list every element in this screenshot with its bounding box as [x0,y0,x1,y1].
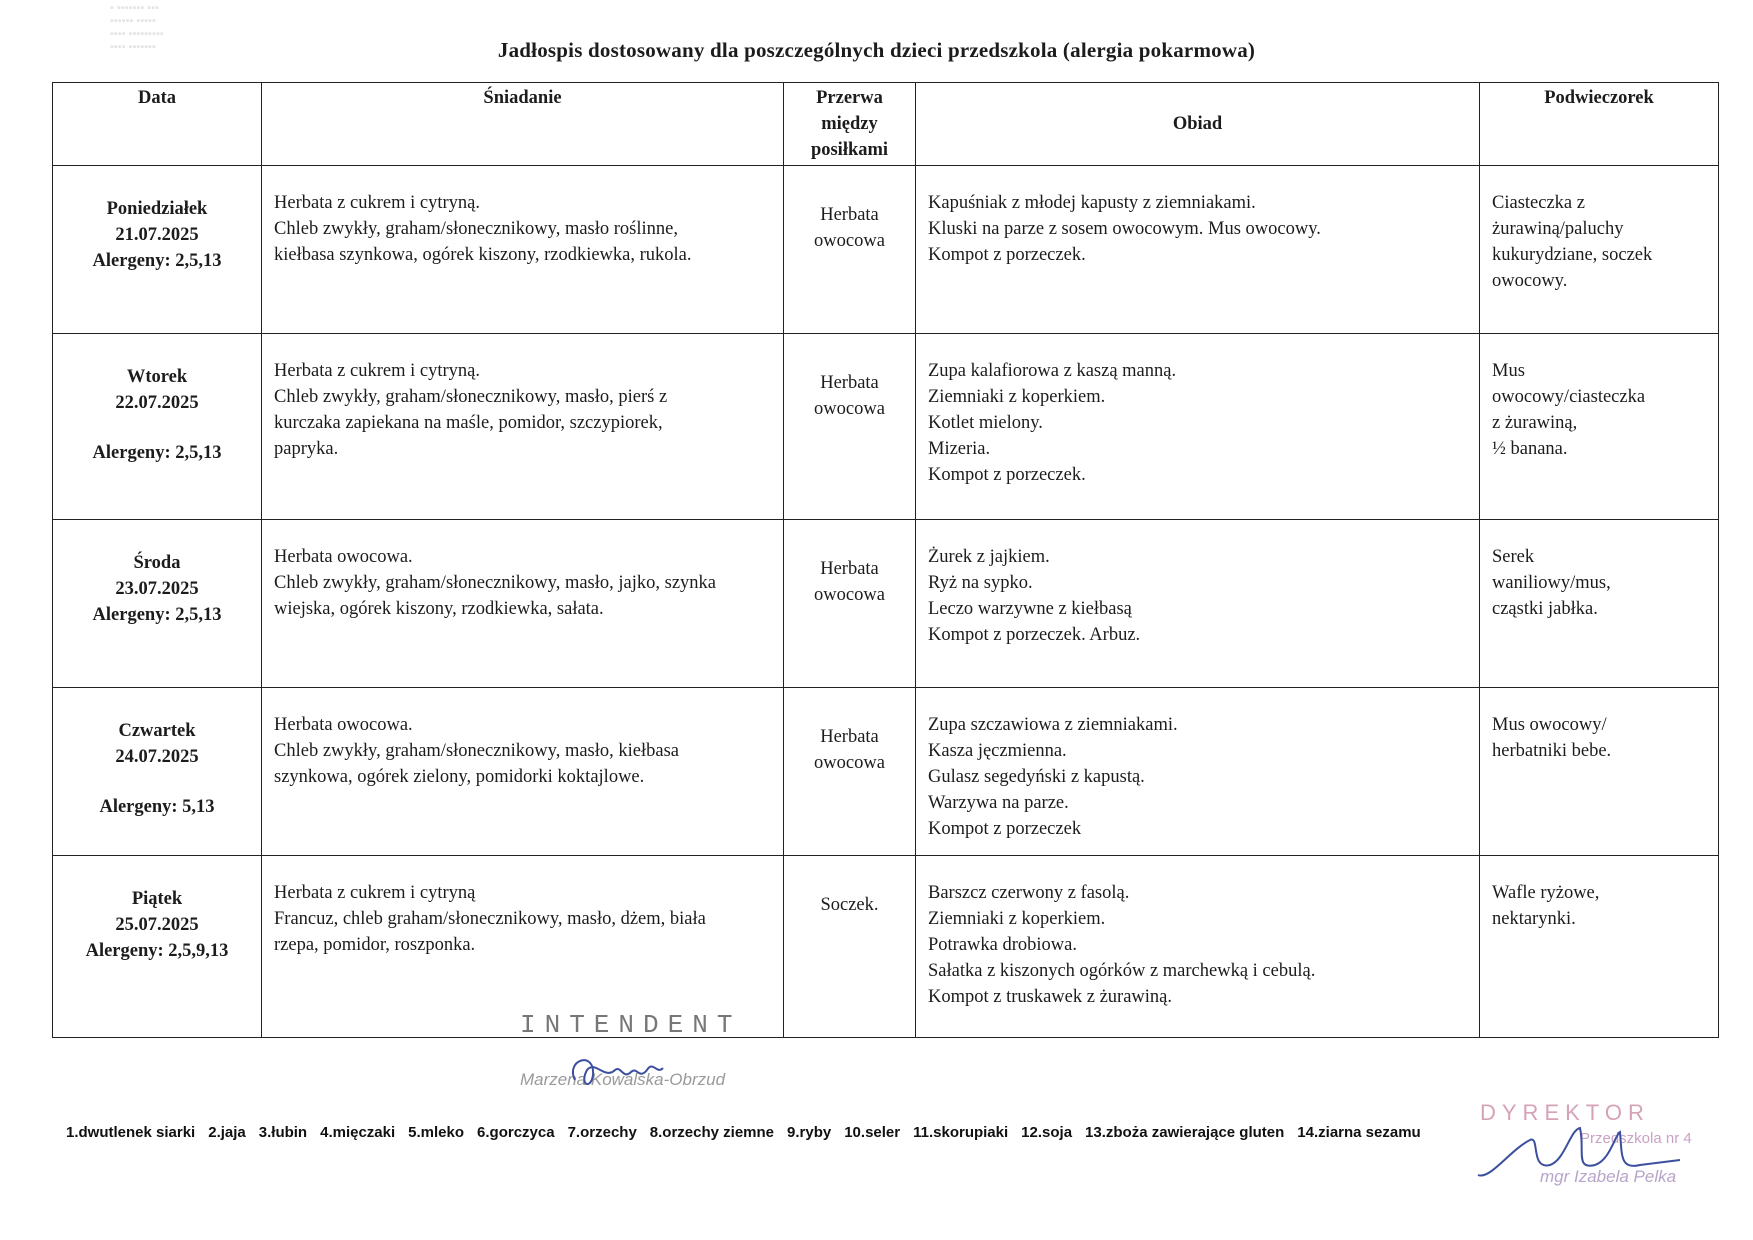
obiad-line: Ryż na sypko. [928,573,1033,593]
document-title: Jadłospis dostosowany dla poszczególnych dzieci przedszkola (alergia pokarmowa) [497,38,1256,62]
podwieczorek-cell [1480,688,1719,856]
obiad-line: Mizeria. [928,439,991,459]
podwieczorek-line: waniliowy/mus, [1492,573,1611,593]
obiad-line: Ziemniaki z koperkiem. [928,387,1106,407]
day-date: 24.07.2025 [115,747,199,767]
podwieczorek-cell [1480,334,1719,520]
day-day: Czwartek [118,721,196,741]
obiad-line: Ziemniaki z koperkiem. [928,909,1106,929]
podwieczorek-line: żurawiną/paluchy [1492,219,1624,239]
allergen-legend-item: 4.mięczaki [320,1124,396,1141]
podwieczorek-line: cząstki jabłka. [1492,599,1598,619]
header-przerwa-line: między [821,114,878,134]
allergen-legend-item: 9.ryby [787,1124,832,1141]
obiad-cell [916,166,1480,334]
przerwa-line: owocowa [814,231,885,251]
sniadanie-line: papryka. [274,439,339,459]
sniadanie-line: Herbata z cukrem i cytryną [274,883,476,903]
allergen-legend [66,1124,1434,1141]
date-cell [53,520,262,688]
allergen-legend-item: 10.seler [844,1124,901,1141]
day-day: Środa [133,553,181,573]
header-przerwa-line: posiłkami [810,140,889,160]
day-day: Piątek [131,889,183,909]
intendent-signature [565,1040,675,1100]
table-row [53,856,1719,1038]
day-date: 22.07.2025 [115,393,199,413]
obiad-line: Warzywa na parze. [928,793,1069,813]
day-date: 23.07.2025 [115,579,199,599]
intendent-stamp-name: Marzena Kowalska-Obrzud [520,1070,726,1089]
date-cell [53,688,262,856]
allergen-legend-item: 13.zboża zawierające gluten [1085,1124,1285,1141]
obiad-cell [916,334,1480,520]
przerwa-cell [784,520,916,688]
podwieczorek-line: z żurawiną, [1492,413,1578,433]
header-data: Data [53,83,262,166]
sniadanie-cell [262,688,784,856]
allergen-legend-item: 2.jaja [208,1124,246,1141]
sniadanie-line: kurczaka zapiekana na maśle, pomidor, szczypiorek, [274,413,663,433]
date-cell [53,334,262,520]
przerwa-line: Soczek. [820,895,879,915]
allergen-legend-item: 3.łubin [258,1124,308,1141]
dyrektor-stamp-title: DYREKTOR [1480,1100,1650,1125]
allergen-legend-item: 14.ziarna sezamu [1297,1124,1421,1141]
day-allergens: Alergeny: 2,5,13 [92,605,222,625]
podwieczorek-line: Mus [1492,361,1525,381]
obiad-line: Kotlet mielony. [928,413,1043,433]
day-day: Wtorek [126,367,188,387]
day-allergens: Alergeny: 2,5,13 [92,443,222,463]
header-przerwa [784,83,916,166]
allergen-legend-item: 6.gorczyca [477,1124,555,1141]
intendent-stamp-title: INTENDENT [520,1010,742,1040]
podwieczorek-line: owocowy/ciasteczka [1492,387,1646,407]
day-date: 21.07.2025 [115,225,199,245]
faint-top-stamp: ▪ ▪▪▪▪▪▪▪ ▪▪▪ ▪▪▪▪▪▪ ▪▪▪▪▪ ▪▪▪▪ ▪▪▪▪▪▪▪▪▪ ▪▪▪▪ ▪▪▪▪▪▪▪ [110,2,164,53]
date-cell [53,166,262,334]
obiad-line: Potrawka drobiowa. [928,935,1077,955]
sniadanie-line: Herbata owocowa. [274,547,413,567]
sniadanie-line: Francuz, chleb graham/słonecznikowy, masło, dżem, biała [274,909,706,929]
table-row [53,688,1719,856]
day-allergens: Alergeny: 2,5,13 [92,251,222,271]
sniadanie-line: Chleb zwykły, graham/słonecznikowy, masło, jajko, szynka [274,573,717,593]
podwieczorek-line: herbatniki bebe. [1492,741,1612,761]
header-row [53,83,1719,166]
obiad-line: Kompot z porzeczek. Arbuz. [928,625,1141,645]
obiad-line: Sałatka z kiszonych ogórków z marchewką i cebulą. [928,961,1316,981]
date-cell [53,856,262,1038]
allergen-legend-item: 8.orzechy ziemne [649,1124,775,1141]
sniadanie-line: Chleb zwykły, graham/słonecznikowy, masło, pierś z [274,387,668,407]
obiad-line: Kompot z porzeczek. [928,465,1086,485]
header-sniadanie: Śniadanie [262,83,784,166]
day-date: 25.07.2025 [115,915,199,935]
obiad-line: Kasza jęczmienna. [928,741,1067,761]
day-day: Poniedziałek [106,199,208,219]
sniadanie-line: Chleb zwykły, graham/słonecznikowy, masło roślinne, [274,219,679,239]
sniadanie-cell [262,334,784,520]
obiad-line: Kapuśniak z młodej kapusty z ziemniakami. [928,193,1256,213]
obiad-line: Leczo warzywne z kiełbasą [928,599,1132,619]
podwieczorek-cell [1480,166,1719,334]
przerwa-line: owocowa [814,753,885,773]
przerwa-line: owocowa [814,399,885,419]
day-allergens: Alergeny: 2,5,9,13 [85,941,229,961]
obiad-line: Kompot z truskawek z żurawiną. [928,987,1173,1007]
day-rows [53,166,1719,1038]
dyrektor-stamp-name: mgr Izabela Pelka [1540,1167,1677,1186]
przerwa-cell [784,688,916,856]
menu-table [52,82,1719,1038]
header-obiad: Obiad [916,83,1480,166]
sniadanie-line: Herbata z cukrem i cytryną. [274,193,480,213]
allergen-legend-item: 1.dwutlenek siarki [66,1124,196,1141]
allergen-legend-item: 11.skorupiaki [913,1124,1009,1141]
table-row [53,334,1719,520]
allergen-legend-item: 12.soja [1021,1124,1073,1141]
podwieczorek-line: kukurydziane, soczek [1492,245,1653,265]
sniadanie-line: Herbata z cukrem i cytryną. [274,361,480,381]
allergen-legend-item: 7.orzechy [567,1124,637,1141]
sniadanie-cell [262,520,784,688]
podwieczorek-cell [1480,520,1719,688]
przerwa-cell [784,334,916,520]
obiad-line: Gulasz segedyński z kapustą. [928,767,1145,787]
obiad-line: Żurek z jajkiem. [928,547,1050,567]
przerwa-line: owocowa [814,585,885,605]
przerwa-cell [784,856,916,1038]
przerwa-line: Herbata [820,205,879,225]
podwieczorek-line: Serek [1492,547,1535,567]
dyrektor-signature [1470,1120,1690,1190]
obiad-cell [916,520,1480,688]
table-row [53,520,1719,688]
header-podwieczorek: Podwieczorek [1480,83,1719,166]
przerwa-line: Herbata [820,373,879,393]
przerwa-cell [784,166,916,334]
sniadanie-line: Herbata owocowa. [274,715,413,735]
obiad-line: Zupa szczawiowa z ziemniakami. [928,715,1178,735]
podwieczorek-line: ½ banana. [1492,439,1568,459]
obiad-cell [916,688,1480,856]
obiad-line: Kluski na parze z sosem owocowym. Mus owocowy. [928,219,1321,239]
day-allergens: Alergeny: 5,13 [99,797,215,817]
podwieczorek-line: nektarynki. [1492,909,1576,929]
sniadanie-line: Chleb zwykły, graham/słonecznikowy, masło, kiełbasa [274,741,680,761]
table-row [53,166,1719,334]
obiad-line: Barszcz czerwony z fasolą. [928,883,1130,903]
podwieczorek-line: owocowy. [1492,271,1568,291]
podwieczorek-cell [1480,856,1719,1038]
obiad-line: Zupa kalafiorowa z kaszą manną. [928,361,1177,381]
przerwa-line: Herbata [820,559,879,579]
obiad-line: Kompot z porzeczek [928,819,1082,839]
obiad-line: Kompot z porzeczek. [928,245,1086,265]
header-przerwa-line: Przerwa [816,88,883,108]
sniadanie-line: rzepa, pomidor, roszponka. [274,935,476,955]
sniadanie-line: szynkowa, ogórek zielony, pomidorki koktajlowe. [274,767,645,787]
sniadanie-line: wiejska, ogórek kiszony, rzodkiewka, sałata. [274,599,604,619]
allergen-legend-item: 5.mleko [408,1124,465,1141]
podwieczorek-line: Wafle ryżowe, [1492,883,1600,903]
sniadanie-line: kiełbasa szynkowa, ogórek kiszony, rzodkiewka, rukola. [274,245,692,265]
przerwa-line: Herbata [820,727,879,747]
sniadanie-cell [262,166,784,334]
podwieczorek-line: Mus owocowy/ [1492,715,1607,735]
podwieczorek-line: Ciasteczka z [1492,193,1585,213]
dyrektor-stamp-school: Przedszkola nr 4 [1580,1130,1692,1147]
obiad-cell [916,856,1480,1038]
